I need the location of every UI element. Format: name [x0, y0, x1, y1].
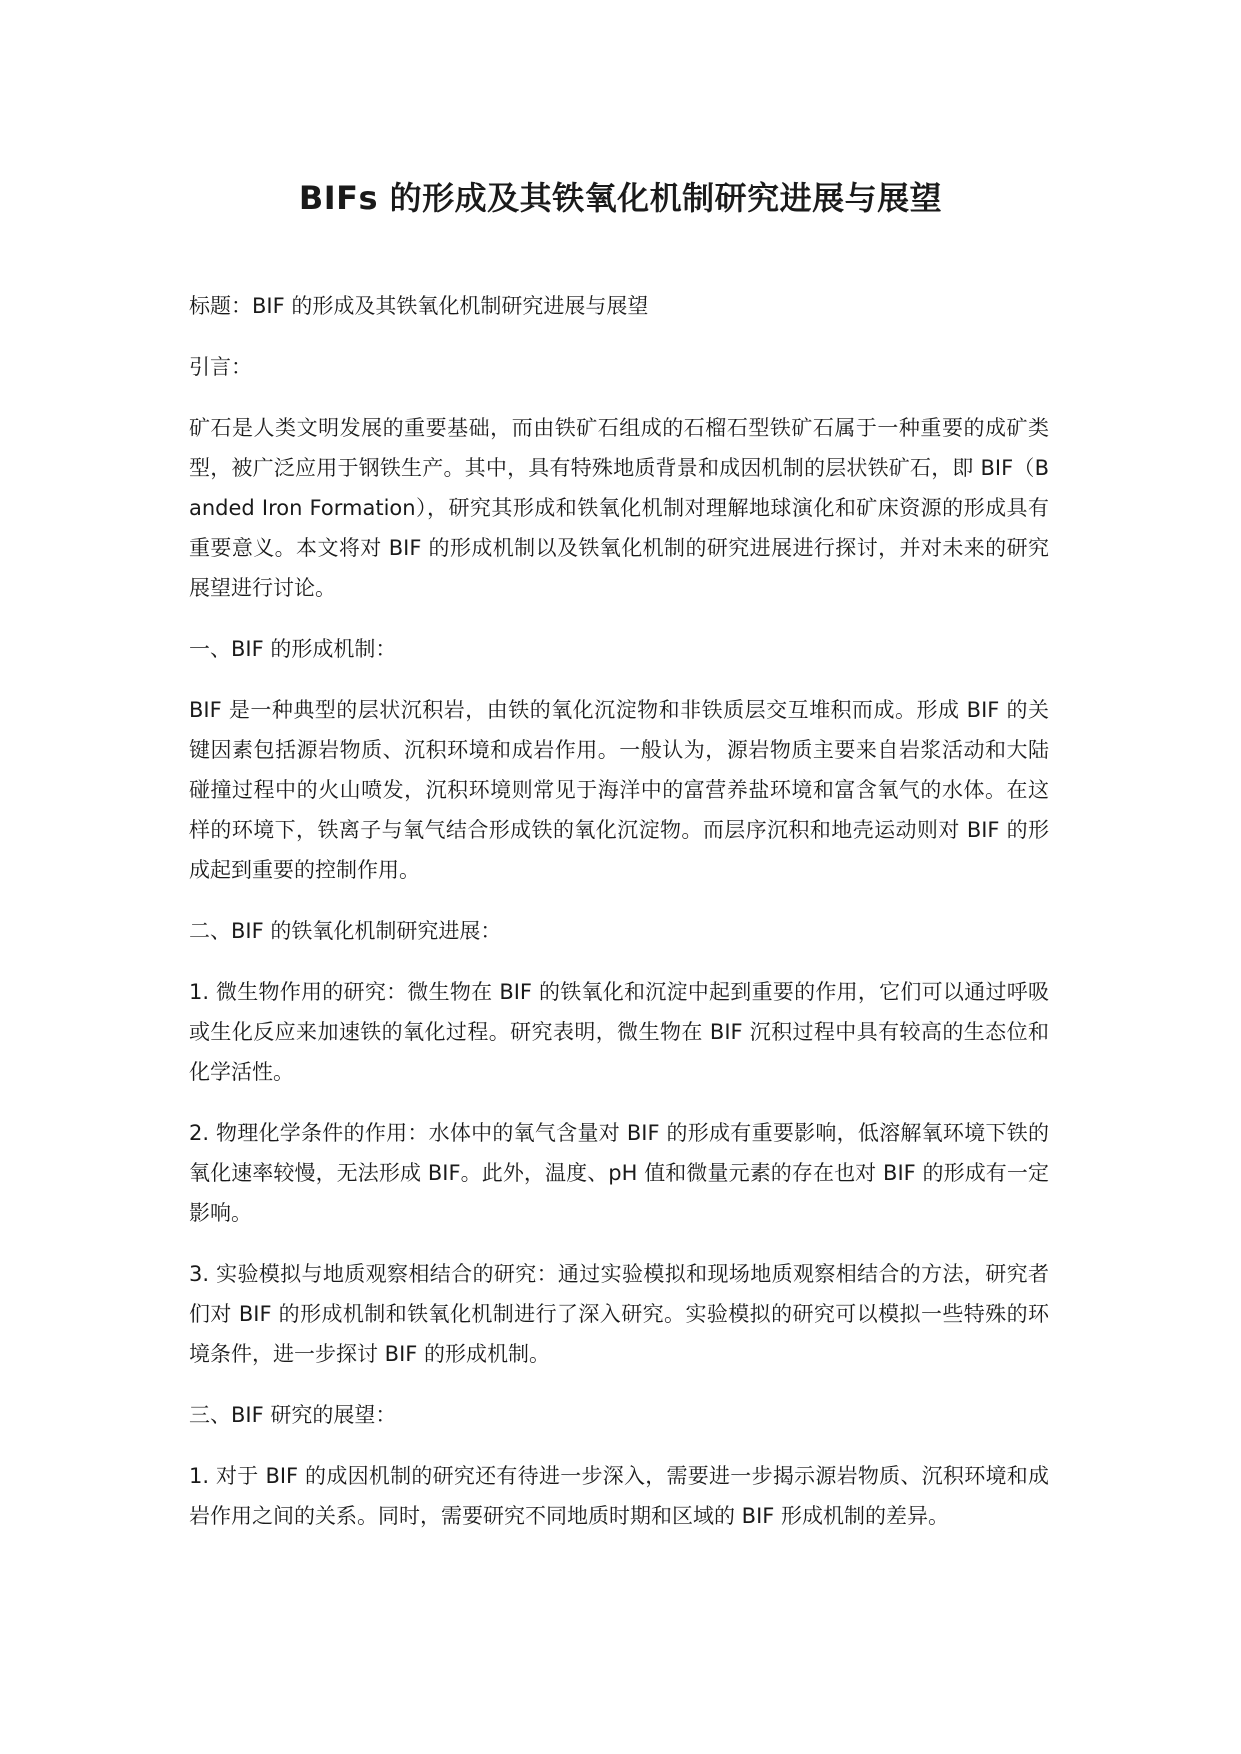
formation-paragraph: BIF 是一种典型的层状沉积岩，由铁的氧化沉淀物和非铁质层交互堆积而成。形成 BIF 的关键因素包括源岩物质、沉积环境和成岩作用。一般认为，源岩物质主要来自岩浆活动和大陆碰撞过程中的火山喷发，沉积环境则常见于海洋中的富营养盐环境和富含氧气的水体。在这样的环境下，铁离子与氧气结合形成铁的氧化沉淀物。而层序沉积和地壳运动则对 BIF 的形成起到重要的控制作用。 [189, 698, 1049, 882]
oxidation-item-microbial: 1. 微生物作用的研究：微生物在 BIF 的铁氧化和沉淀中起到重要的作用，它们可以通过呼吸或生化反应来加速铁的氧化过程。研究表明，微生物在 BIF 沉积过程中具有较高的生态位和化学活性。 [189, 980, 1049, 1084]
section-heading-formation: 一、BIF 的形成机制： [189, 637, 397, 661]
section-heading-oxidation: 二、BIF 的铁氧化机制研究进展： [189, 919, 502, 943]
outlook-item-genesis: 1. 对于 BIF 的成因机制的研究还有待进一步深入，需要进一步揭示源岩物质、沉积环境和成岩作用之间的关系。同时，需要研究不同地质时期和区域的 BIF 形成机制的差异。 [189, 1464, 1049, 1528]
oxidation-item-experimental: 3. 实验模拟与地质观察相结合的研究：通过实验模拟和现场地质观察相结合的方法，研究者们对 BIF 的形成机制和铁氧化机制进行了深入研究。实验模拟的研究可以模拟一些特殊的环境条件，进一步探讨 BIF 的形成机制。 [189, 1262, 1049, 1366]
oxidation-item-physicochemical: 2. 物理化学条件的作用：水体中的氧气含量对 BIF 的形成有重要影响，低溶解氧环境下铁的氧化速率较慢，无法形成 BIF。此外，温度、pH 值和微量元素的存在也对 BIF 的形成有一定影响。 [189, 1121, 1049, 1225]
section-heading-outlook: 三、BIF 研究的展望： [189, 1403, 397, 1427]
intro-paragraph: 矿石是人类文明发展的重要基础，而由铁矿石组成的石榴石型铁矿石属于一种重要的成矿类型，被广泛应用于钢铁生产。其中，具有特殊地质背景和成因机制的层状铁矿石，即 BIF（Banded Iron Formation），研究其形成和铁氧化机制对理解地球演化和矿床资源的形成具有重要意义。本文将对 BIF 的形成机制以及铁氧化机制的研究进展进行探讨，并对未来的研究展望进行讨论。 [189, 416, 1049, 600]
document-title: BIFs 的形成及其铁氧化机制研究进展与展望 [298, 179, 943, 217]
intro-heading: 引言： [189, 355, 252, 379]
document-body [189, 286, 1049, 1557]
subtitle-line: 标题：BIF 的形成及其铁氧化机制研究进展与展望 [189, 294, 649, 318]
